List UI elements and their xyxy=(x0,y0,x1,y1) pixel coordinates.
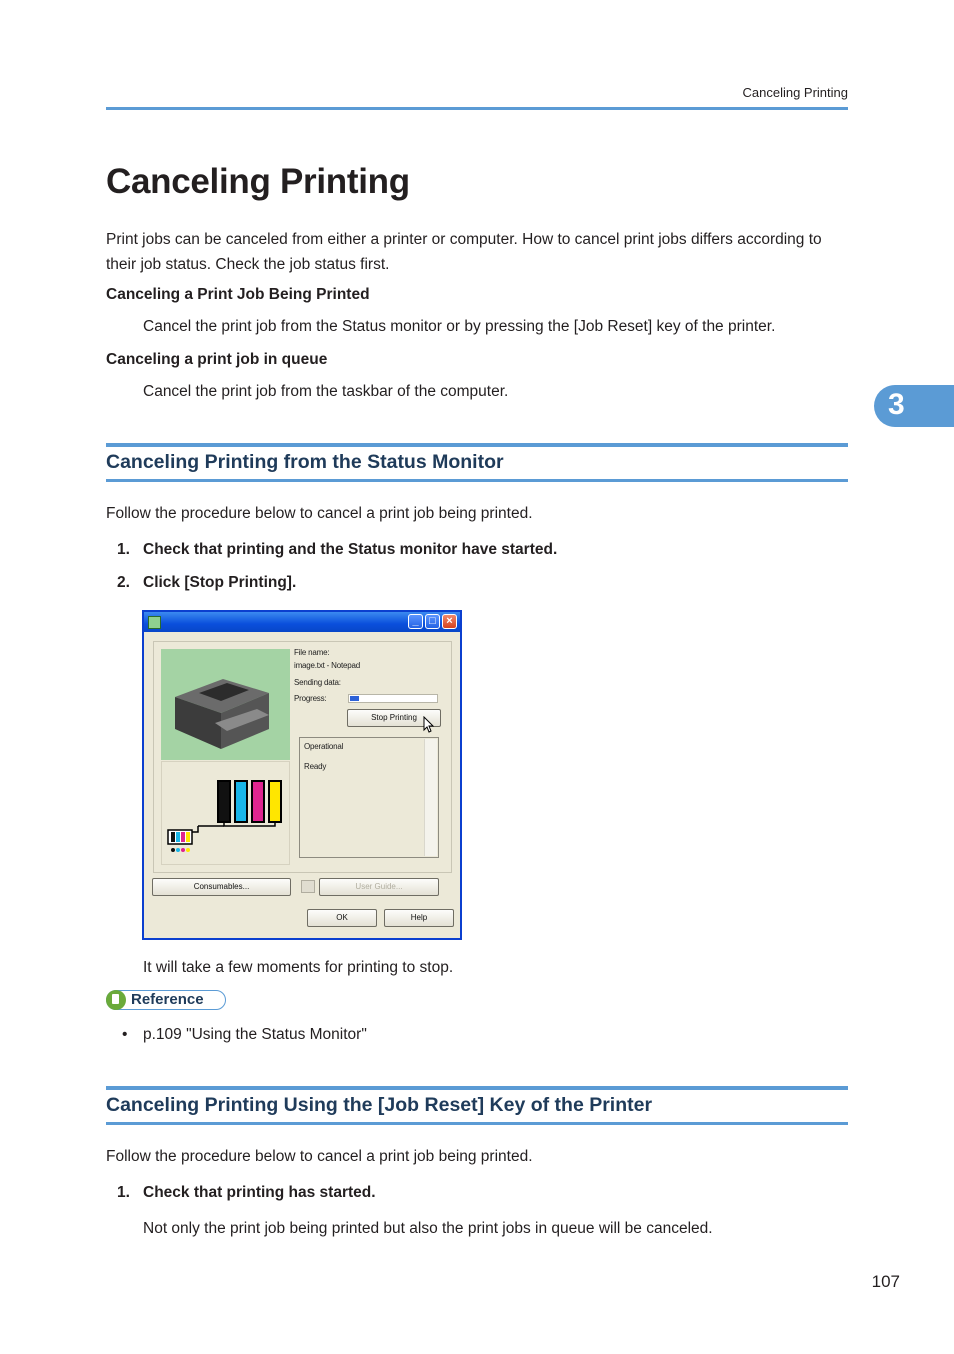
step-1-job-reset xyxy=(117,1184,376,1202)
progress-fill xyxy=(350,696,359,701)
progress-label: Progress: xyxy=(294,694,327,703)
reference-badge xyxy=(106,990,226,1010)
stop-note: It will take a few moments for printing to stop. xyxy=(143,959,454,976)
step-text: Click [Stop Printing]. xyxy=(143,574,297,591)
step-1 xyxy=(117,541,557,559)
minimize-button[interactable]: _ xyxy=(408,614,423,629)
maximize-button[interactable]: □ xyxy=(425,614,440,629)
reference-list-item xyxy=(122,1026,367,1044)
file-name-label: File name: xyxy=(294,648,330,657)
reference-icon xyxy=(106,990,126,1010)
page-number: 107 xyxy=(871,1272,900,1291)
step-text: Check that printing has started. xyxy=(143,1184,376,1201)
bullet-icon: • xyxy=(122,1026,128,1043)
reference-label: Reference xyxy=(131,991,204,1008)
stop-printing-button[interactable]: Stop Printing xyxy=(347,709,441,727)
definition-term-1: Canceling a Print Job Being Printed xyxy=(106,286,370,303)
printer-icon xyxy=(161,649,290,760)
step-number: 2. xyxy=(117,574,130,591)
step-2 xyxy=(117,574,296,592)
page-title: Canceling Printing xyxy=(106,162,410,201)
user-guide-icon xyxy=(301,880,315,893)
ok-button[interactable]: OK xyxy=(307,909,377,927)
user-guide-button[interactable]: User Guide... xyxy=(319,878,439,896)
dialog-titlebar xyxy=(144,612,460,632)
ink-cartridges-icon xyxy=(162,762,289,864)
app-icon xyxy=(148,616,161,629)
step-number: 1. xyxy=(117,1184,130,1201)
status-monitor-dialog xyxy=(142,610,462,940)
section1-intro: Follow the procedure below to cancel a print job being printed. xyxy=(106,505,533,522)
chapter-number: 3 xyxy=(888,388,905,421)
ink-panel xyxy=(161,761,290,865)
section-title-2: Canceling Printing Using the [Job Reset] Key of the Printer xyxy=(106,1094,653,1116)
status-list xyxy=(299,737,439,858)
step-note-job-reset: Not only the print job being printed but also the print jobs in queue will be canceled. xyxy=(143,1220,713,1237)
status-line-ready: Ready xyxy=(304,762,327,771)
running-header: Canceling Printing xyxy=(742,85,848,100)
section-title-1: Canceling Printing from the Status Monitor xyxy=(106,451,504,473)
progress-bar xyxy=(348,694,438,703)
intro-paragraph: Print jobs can be canceled from either a printer or computer. How to cancel print jobs differs according to their job status. Check the job status first. xyxy=(106,231,822,273)
printer-image xyxy=(161,649,290,760)
status-line-operational: Operational xyxy=(304,742,344,751)
sending-data-label: Sending data: xyxy=(294,678,341,687)
section-heading-status-monitor xyxy=(106,443,848,482)
step-text: Check that printing and the Status monitor have started. xyxy=(143,541,558,558)
section-heading-job-reset xyxy=(106,1086,848,1125)
status-scrollbar[interactable] xyxy=(424,739,437,856)
file-name-value: image.txt - Notepad xyxy=(294,661,361,670)
help-button[interactable]: Help xyxy=(384,909,454,927)
mouse-cursor-icon xyxy=(423,716,435,734)
definition-desc-2: Cancel the print job from the taskbar of the computer. xyxy=(143,383,509,400)
chapter-tab xyxy=(874,385,954,427)
section2-intro: Follow the procedure below to cancel a print job being printed. xyxy=(106,1148,533,1165)
step-number: 1. xyxy=(117,541,130,558)
reference-link[interactable]: p.109 "Using the Status Monitor" xyxy=(143,1026,367,1043)
header-rule xyxy=(106,107,848,110)
close-button[interactable]: × xyxy=(442,614,457,629)
consumables-button[interactable]: Consumables... xyxy=(152,878,291,896)
definition-desc-1: Cancel the print job from the Status monitor or by pressing the [Job Reset] key of the printer. xyxy=(143,318,776,335)
definition-term-2: Canceling a print job in queue xyxy=(106,351,328,368)
